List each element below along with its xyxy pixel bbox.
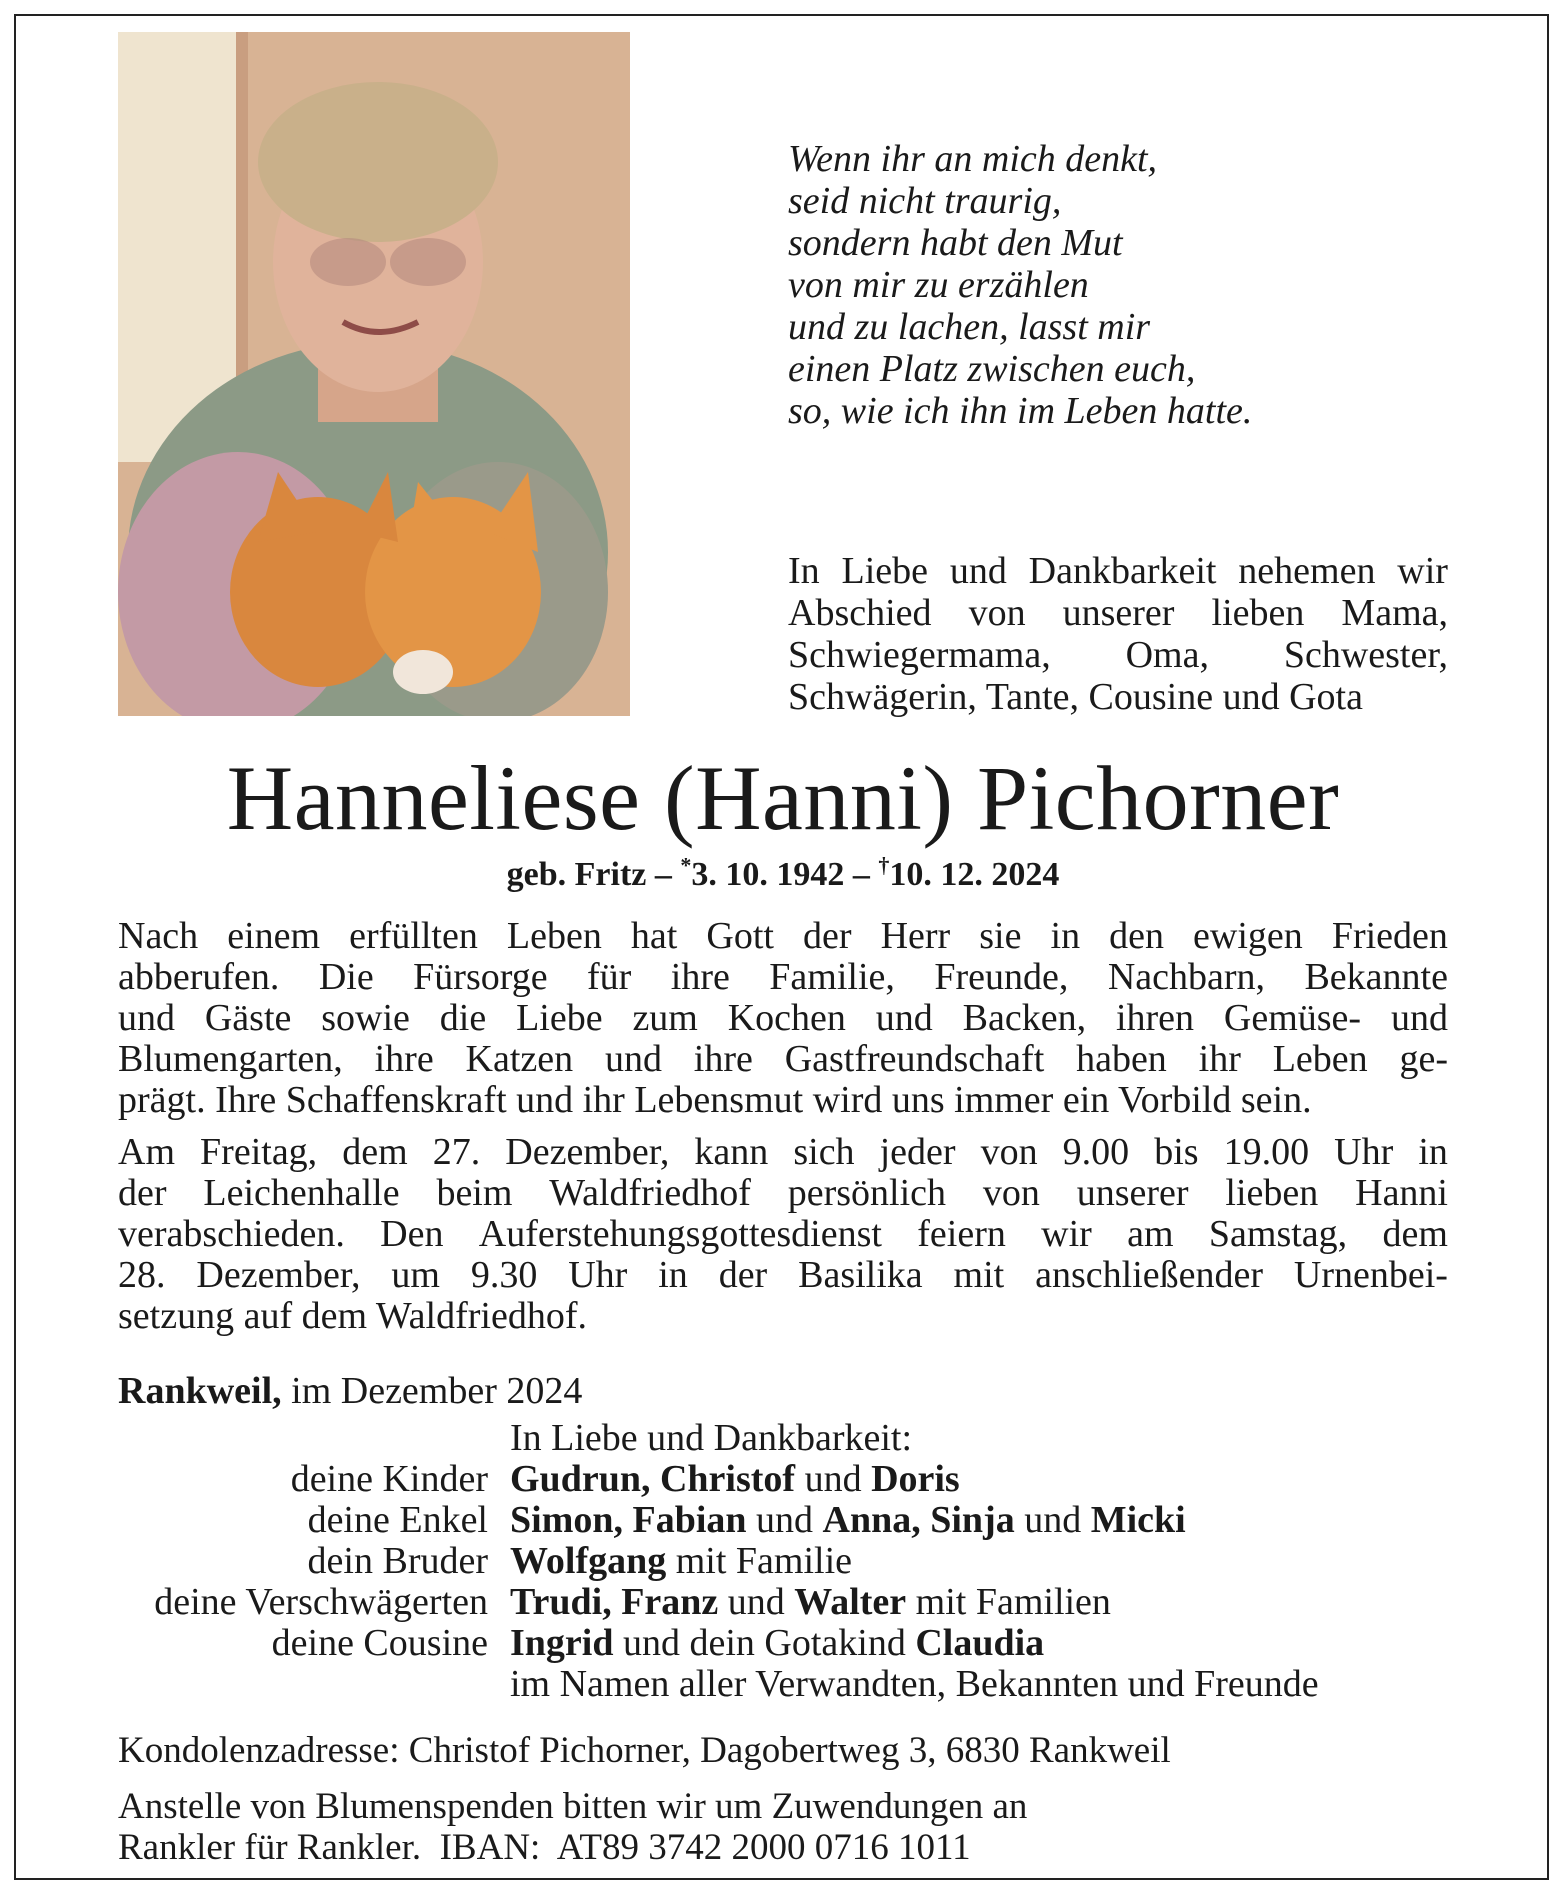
word: abberufen. [118, 956, 280, 998]
family-member-name: Walter [794, 1581, 907, 1623]
family-row [118, 1541, 1458, 1582]
paragraph2-line: setzung auf dem Waldfriedhof. [118, 1295, 587, 1337]
paragraph2-line [118, 1132, 1448, 1173]
paragraph1-line [118, 1039, 1448, 1080]
life-dates [118, 852, 1448, 895]
word: unserer [1076, 1172, 1189, 1214]
paragraph-life [118, 916, 1448, 1121]
word: um [391, 1254, 440, 1296]
family-connector: und [795, 1458, 872, 1500]
family-members [510, 1623, 1458, 1664]
word: sowie [321, 997, 410, 1039]
intro-line: Schwägerin, Tante, Cousine und Gota [788, 676, 1363, 718]
word: von [982, 1172, 1040, 1214]
family-member-name: Doris [871, 1458, 960, 1500]
word: und [604, 1038, 662, 1080]
family-row [118, 1459, 1458, 1500]
family-member-name: Simon, Fabian [510, 1499, 747, 1541]
word: Leben [1272, 1038, 1368, 1080]
word: und [1390, 997, 1448, 1039]
word: der [118, 1172, 167, 1214]
word: für [587, 956, 632, 998]
word: anschließender [1035, 1254, 1264, 1296]
word: hat [630, 915, 678, 957]
word: Freitag, [200, 1131, 318, 1173]
donation-line: Anstelle von Blumenspenden bitten wir um Zuwendungen an [118, 1786, 1028, 1827]
family-members [510, 1582, 1458, 1623]
family-connector: und [1014, 1499, 1091, 1541]
family-header-row [118, 1418, 1458, 1459]
word: Hanni [1355, 1172, 1448, 1214]
poem-line: einen Platz zwischen euch, [788, 348, 1196, 390]
word: Gott [706, 915, 774, 957]
intro-line [788, 592, 1448, 634]
word: ge- [1399, 1038, 1448, 1080]
word: kann [694, 1131, 769, 1173]
word: 19.00 [1223, 1131, 1310, 1173]
death-date: 10. 12. 2024 [889, 856, 1060, 893]
paragraph2-line [118, 1214, 1448, 1255]
word: am [1127, 1213, 1174, 1255]
place-date [118, 1370, 1018, 1412]
poem-line: so, wie ich ihn im Leben hatte. [788, 390, 1253, 432]
word: von [980, 1131, 1038, 1173]
family-connector: und [746, 1499, 823, 1541]
intro-line [788, 550, 1448, 592]
portrait-photo [118, 32, 630, 716]
condolence-address: Kondolenzadresse: Christof Pichorner, Dagobertweg 3, 6830 Rankweil [118, 1730, 1171, 1771]
family-relation: deine Kinder [290, 1458, 488, 1500]
word: Liebe [841, 550, 928, 592]
word: Gastfreundschaft [784, 1038, 1045, 1080]
word: 28. [118, 1254, 166, 1296]
birth-symbol: * [680, 852, 692, 878]
word: Kochen [727, 997, 846, 1039]
family-connector: mit Familie [666, 1540, 853, 1582]
word: ihr [1198, 1038, 1241, 1080]
poem-line: Wenn ihr an mich denkt, [788, 138, 1158, 180]
word: die [439, 997, 487, 1039]
word: Abschied [788, 592, 932, 634]
word: Urnenbei- [1293, 1254, 1448, 1296]
family-connector: und [718, 1581, 795, 1623]
family-footer: im Namen aller Verwandten, Bekannten und Freunde [510, 1663, 1319, 1705]
word: zum [632, 997, 698, 1039]
word: ewigen [1193, 915, 1303, 957]
word: verabschieden. [118, 1213, 345, 1255]
word: und [949, 550, 1007, 592]
word: Fürsorge [413, 956, 548, 998]
word: in [658, 1254, 688, 1296]
word: Schwester, [1283, 634, 1448, 676]
word: Auferstehungsgottesdienst [478, 1213, 882, 1255]
word: Schwiegermama, [788, 634, 1051, 676]
paragraph1-line: prägt. Ihre Schaffenskraft und ihr Lebensmut wird uns immer ein Vorbild sein. [118, 1079, 1312, 1121]
word: Am [118, 1131, 175, 1173]
word: beim [436, 1172, 513, 1214]
family-row [118, 1623, 1458, 1664]
word: lieben [1225, 1172, 1319, 1214]
word: dem [1382, 1213, 1448, 1255]
word: Dezember, [505, 1131, 670, 1173]
word: Bekannte [1304, 956, 1448, 998]
word: ihre [670, 956, 730, 998]
date-separator: – [852, 856, 870, 893]
word: In [788, 550, 820, 592]
word: Uhr [1334, 1131, 1394, 1173]
word: Herr [880, 915, 951, 957]
word: Samstag, [1208, 1213, 1348, 1255]
word: von [968, 592, 1026, 634]
word: erfüllten [349, 915, 478, 957]
word: ihren [1115, 997, 1195, 1039]
family-list [118, 1418, 1458, 1705]
word: wir [1397, 550, 1448, 592]
birth-date: 3. 10. 1942 [691, 856, 845, 893]
family-member-name: Ingrid [510, 1622, 614, 1664]
word: sie [979, 915, 1022, 957]
word: unserer [1062, 592, 1175, 634]
word: in [1418, 1131, 1448, 1173]
family-row [118, 1500, 1458, 1541]
donation-line: Rankler für Rankler. IBAN: AT89 3742 2000 0716 1011 [118, 1827, 971, 1868]
word: der [803, 915, 852, 957]
word: Nachbarn, [1107, 956, 1266, 998]
family-member-name: Wolfgang [510, 1540, 667, 1582]
word: ihre [374, 1038, 434, 1080]
intro-text [788, 550, 1448, 718]
word: haben [1076, 1038, 1167, 1080]
family-row [118, 1582, 1458, 1623]
maiden-name: geb. Fritz [506, 856, 647, 893]
word: lieben [1211, 592, 1305, 634]
word: Gäste [204, 997, 292, 1039]
word: Familie, [769, 956, 895, 998]
word: nehemen [1238, 550, 1376, 592]
word: Basilika [798, 1254, 923, 1296]
word: Liebe [516, 997, 603, 1039]
word: in [1050, 915, 1081, 957]
paragraph-funeral [118, 1132, 1448, 1337]
poem-line: sondern habt den Mut [788, 222, 1123, 264]
word: feiern [917, 1213, 1006, 1255]
word: Uhr [568, 1254, 628, 1296]
family-relation: dein Bruder [307, 1540, 488, 1582]
paragraph2-line [118, 1255, 1448, 1296]
word: Den [380, 1213, 444, 1255]
word: Dezember, [196, 1254, 361, 1296]
word: und [118, 997, 175, 1039]
word: Frieden [1331, 915, 1448, 957]
word: den [1109, 915, 1164, 957]
date-separator: – [654, 856, 672, 893]
word: Mama, [1341, 592, 1448, 634]
word: Katzen [465, 1038, 574, 1080]
family-footer-row [118, 1664, 1458, 1705]
family-member-name: Trudi, Franz [510, 1581, 719, 1623]
word: Die [318, 956, 374, 998]
word: Blumengarten, [118, 1038, 343, 1080]
family-header: In Liebe und Dankbarkeit: [510, 1417, 913, 1459]
word: ihre [693, 1038, 753, 1080]
family-member-name: Anna, Sinja [822, 1499, 1015, 1541]
deceased-name: Hanneliese (Hanni) Pichorner [226, 747, 1340, 849]
word: Waldfriedhof [549, 1172, 751, 1214]
donation-note [118, 1786, 1458, 1868]
word: 9.00 [1062, 1131, 1130, 1173]
word: Leben [506, 915, 602, 957]
paragraph1-line [118, 916, 1448, 957]
word: einem [227, 915, 321, 957]
word: Gemüse- [1223, 997, 1362, 1039]
place-date-text: im Dezember 2024 [291, 1370, 583, 1412]
word: der [718, 1254, 768, 1296]
family-member-name: Gudrun, Christof [510, 1458, 796, 1500]
word: 27. [432, 1131, 481, 1173]
word: jeder [879, 1131, 956, 1173]
intro-line [788, 634, 1448, 676]
word: Dankbarkeit [1028, 550, 1217, 592]
word: dem [342, 1131, 408, 1173]
poem-line: von mir zu erzählen [788, 264, 1089, 306]
word: persönlich [787, 1172, 947, 1214]
word: 9.30 [470, 1254, 538, 1296]
word: Oma, [1125, 634, 1209, 676]
poem-line: seid nicht traurig, [788, 180, 1062, 222]
word: Leichenhalle [203, 1172, 400, 1214]
paragraph1-line [118, 957, 1448, 998]
family-connector: mit Familien [906, 1581, 1111, 1623]
word: bis [1154, 1131, 1199, 1173]
family-members [510, 1459, 1458, 1500]
family-relation: deine Verschwägerten [154, 1581, 488, 1623]
town: Rankweil, [118, 1370, 282, 1412]
family-relation: deine Enkel [307, 1499, 488, 1541]
family-member-name: Claudia [915, 1622, 1045, 1664]
poem-line: und zu lachen, lasst mir [788, 306, 1151, 348]
memorial-poem [788, 138, 1468, 432]
family-relation: deine Cousine [271, 1622, 488, 1664]
family-members [510, 1500, 1458, 1541]
word: Freunde, [934, 956, 1069, 998]
family-members [510, 1541, 1458, 1582]
paragraph1-line [118, 998, 1448, 1039]
word: Nach [118, 915, 199, 957]
word: wir [1041, 1213, 1092, 1255]
word: Backen, [962, 997, 1087, 1039]
family-member-name: Micki [1090, 1499, 1186, 1541]
paragraph2-line [118, 1173, 1448, 1214]
family-connector: und dein Gotakind [613, 1622, 916, 1664]
word: und [875, 997, 933, 1039]
word: sich [793, 1131, 855, 1173]
death-symbol: † [878, 852, 890, 878]
word: mit [953, 1254, 1005, 1296]
portrait-photo-illustration [118, 32, 630, 716]
